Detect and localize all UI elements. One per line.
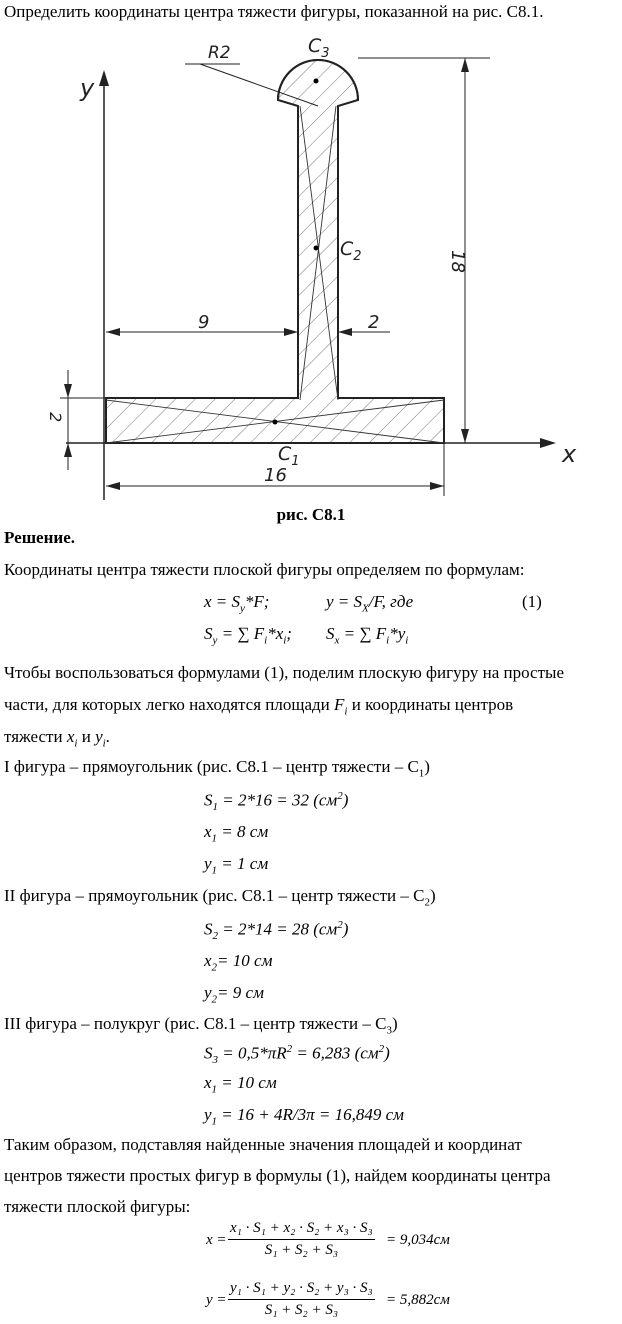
paragraph-1-line-3: тяжести $x_i$ и $y_i$. [4,727,110,750]
figure-2-title: II фигура – прямоугольник (рис. С8.1 – центр тяжести – $C_2$) [4,886,436,909]
label-r2: R2 [208,43,231,63]
x-axis-label: x [562,440,577,468]
result-y-fraction [228,1280,375,1319]
paragraph-1-line-1: Чтобы воспользоваться формулами (1), поделим плоскую фигуру на простые [4,663,564,682]
result-x-denominator: S₁ + S₂ + S₃ [264,1242,339,1258]
result-y-denominator: S₁ + S₂ + S₃ [264,1302,339,1318]
paragraph-2-line-3: тяжести плоской фигуры: [4,1197,191,1216]
figure-2-y: $y_2= 9$ см [204,983,264,1006]
solution-heading: Решение. [4,528,75,547]
result-x-lhs: x = [206,1232,227,1248]
formula-sy: $S_y$ = ∑ $F_i*x_i$; [204,624,292,647]
formula-y: $y = S_X/F$, где [326,592,414,615]
dim-9: 9 [198,312,210,333]
result-y-numerator: y₁ · S₁ + y₂ · S₂ + y₃ · S₃ [228,1280,375,1300]
figure-3-y: $y_1 = 16 + 4R/3\pi = 16,849$ см [204,1105,404,1128]
figure-2-area: $S_2 = 2*14 = 28$ $(см^2)$ [204,919,349,943]
paragraph-2-line-2: центров тяжести простых фигур в формулы (1), найдем координаты центра [4,1166,551,1185]
figure-caption: рис. С8.1 [276,505,346,524]
y-axis-arrow [99,70,109,86]
dim-16: 16 [264,465,287,486]
x-axis-arrow [540,438,556,448]
figure-3-x: $x_1 = 10$ см [204,1073,277,1096]
result-x-value: = 9,034см [386,1232,450,1248]
paragraph-2-line-1: Таким образом, подставляя найденные значения площадей и координат [4,1135,522,1154]
solution-intro: Координаты центра тяжести плоской фигуры определяем по формулам: [4,560,525,579]
figure-1-area: $S_1 = 2*16 = 32$ $(см^2)$ [204,790,349,814]
result-x-fraction [228,1220,375,1259]
label-c3: $C_3$ [308,35,330,61]
label-c2: $C_2$ [340,238,362,264]
figure-3-area: $S_3 = 0,5*\pi R^2 = 6,283$ $(см^2)$ [204,1043,390,1067]
formula-number: (1) [522,592,542,611]
result-y-value: = 5,882см [386,1292,450,1308]
paragraph-1-line-2: части, для которых легко находятся площади $F_i$ и координаты центров [4,695,514,718]
figure-c8-1 [0,0,622,505]
centroid-c1 [273,420,278,425]
formula-sx: $S_x$ = ∑ $F_i*y_i$ [326,624,409,647]
figure-1-x: $x_1 = 8$ см [204,822,269,845]
result-y-lhs: y = [206,1292,227,1308]
centroid-c2 [314,246,319,251]
task-statement: Определить координаты центра тяжести фигуры, показанной на рис. С8.1. [4,2,544,21]
figure-3-title: III фигура – полукруг (рис. С8.1 – центр тяжести – $C_3$) [4,1014,398,1037]
result-x-numerator: x₁ · S₁ + x₂ · S₂ + x₃ · S₃ [228,1220,375,1240]
figure-1-y: $y_1 = 1$ см [204,854,269,877]
t-shape [106,60,444,443]
y-axis-label: y [80,74,95,102]
dim-18: 18 [447,250,468,273]
dim-2-height: 2 [46,412,65,423]
figure-2-x: $x_2= 10$ см [204,951,273,974]
label-c1: $C_1$ [278,443,300,469]
centroid-c3 [314,79,319,84]
formula-x: $x = S_y*F$; [204,592,270,615]
dim-2-stem: 2 [368,312,380,333]
figure-1-title: I фигура – прямоугольник (рис. С8.1 – центр тяжести – $C_1$) [4,757,430,780]
